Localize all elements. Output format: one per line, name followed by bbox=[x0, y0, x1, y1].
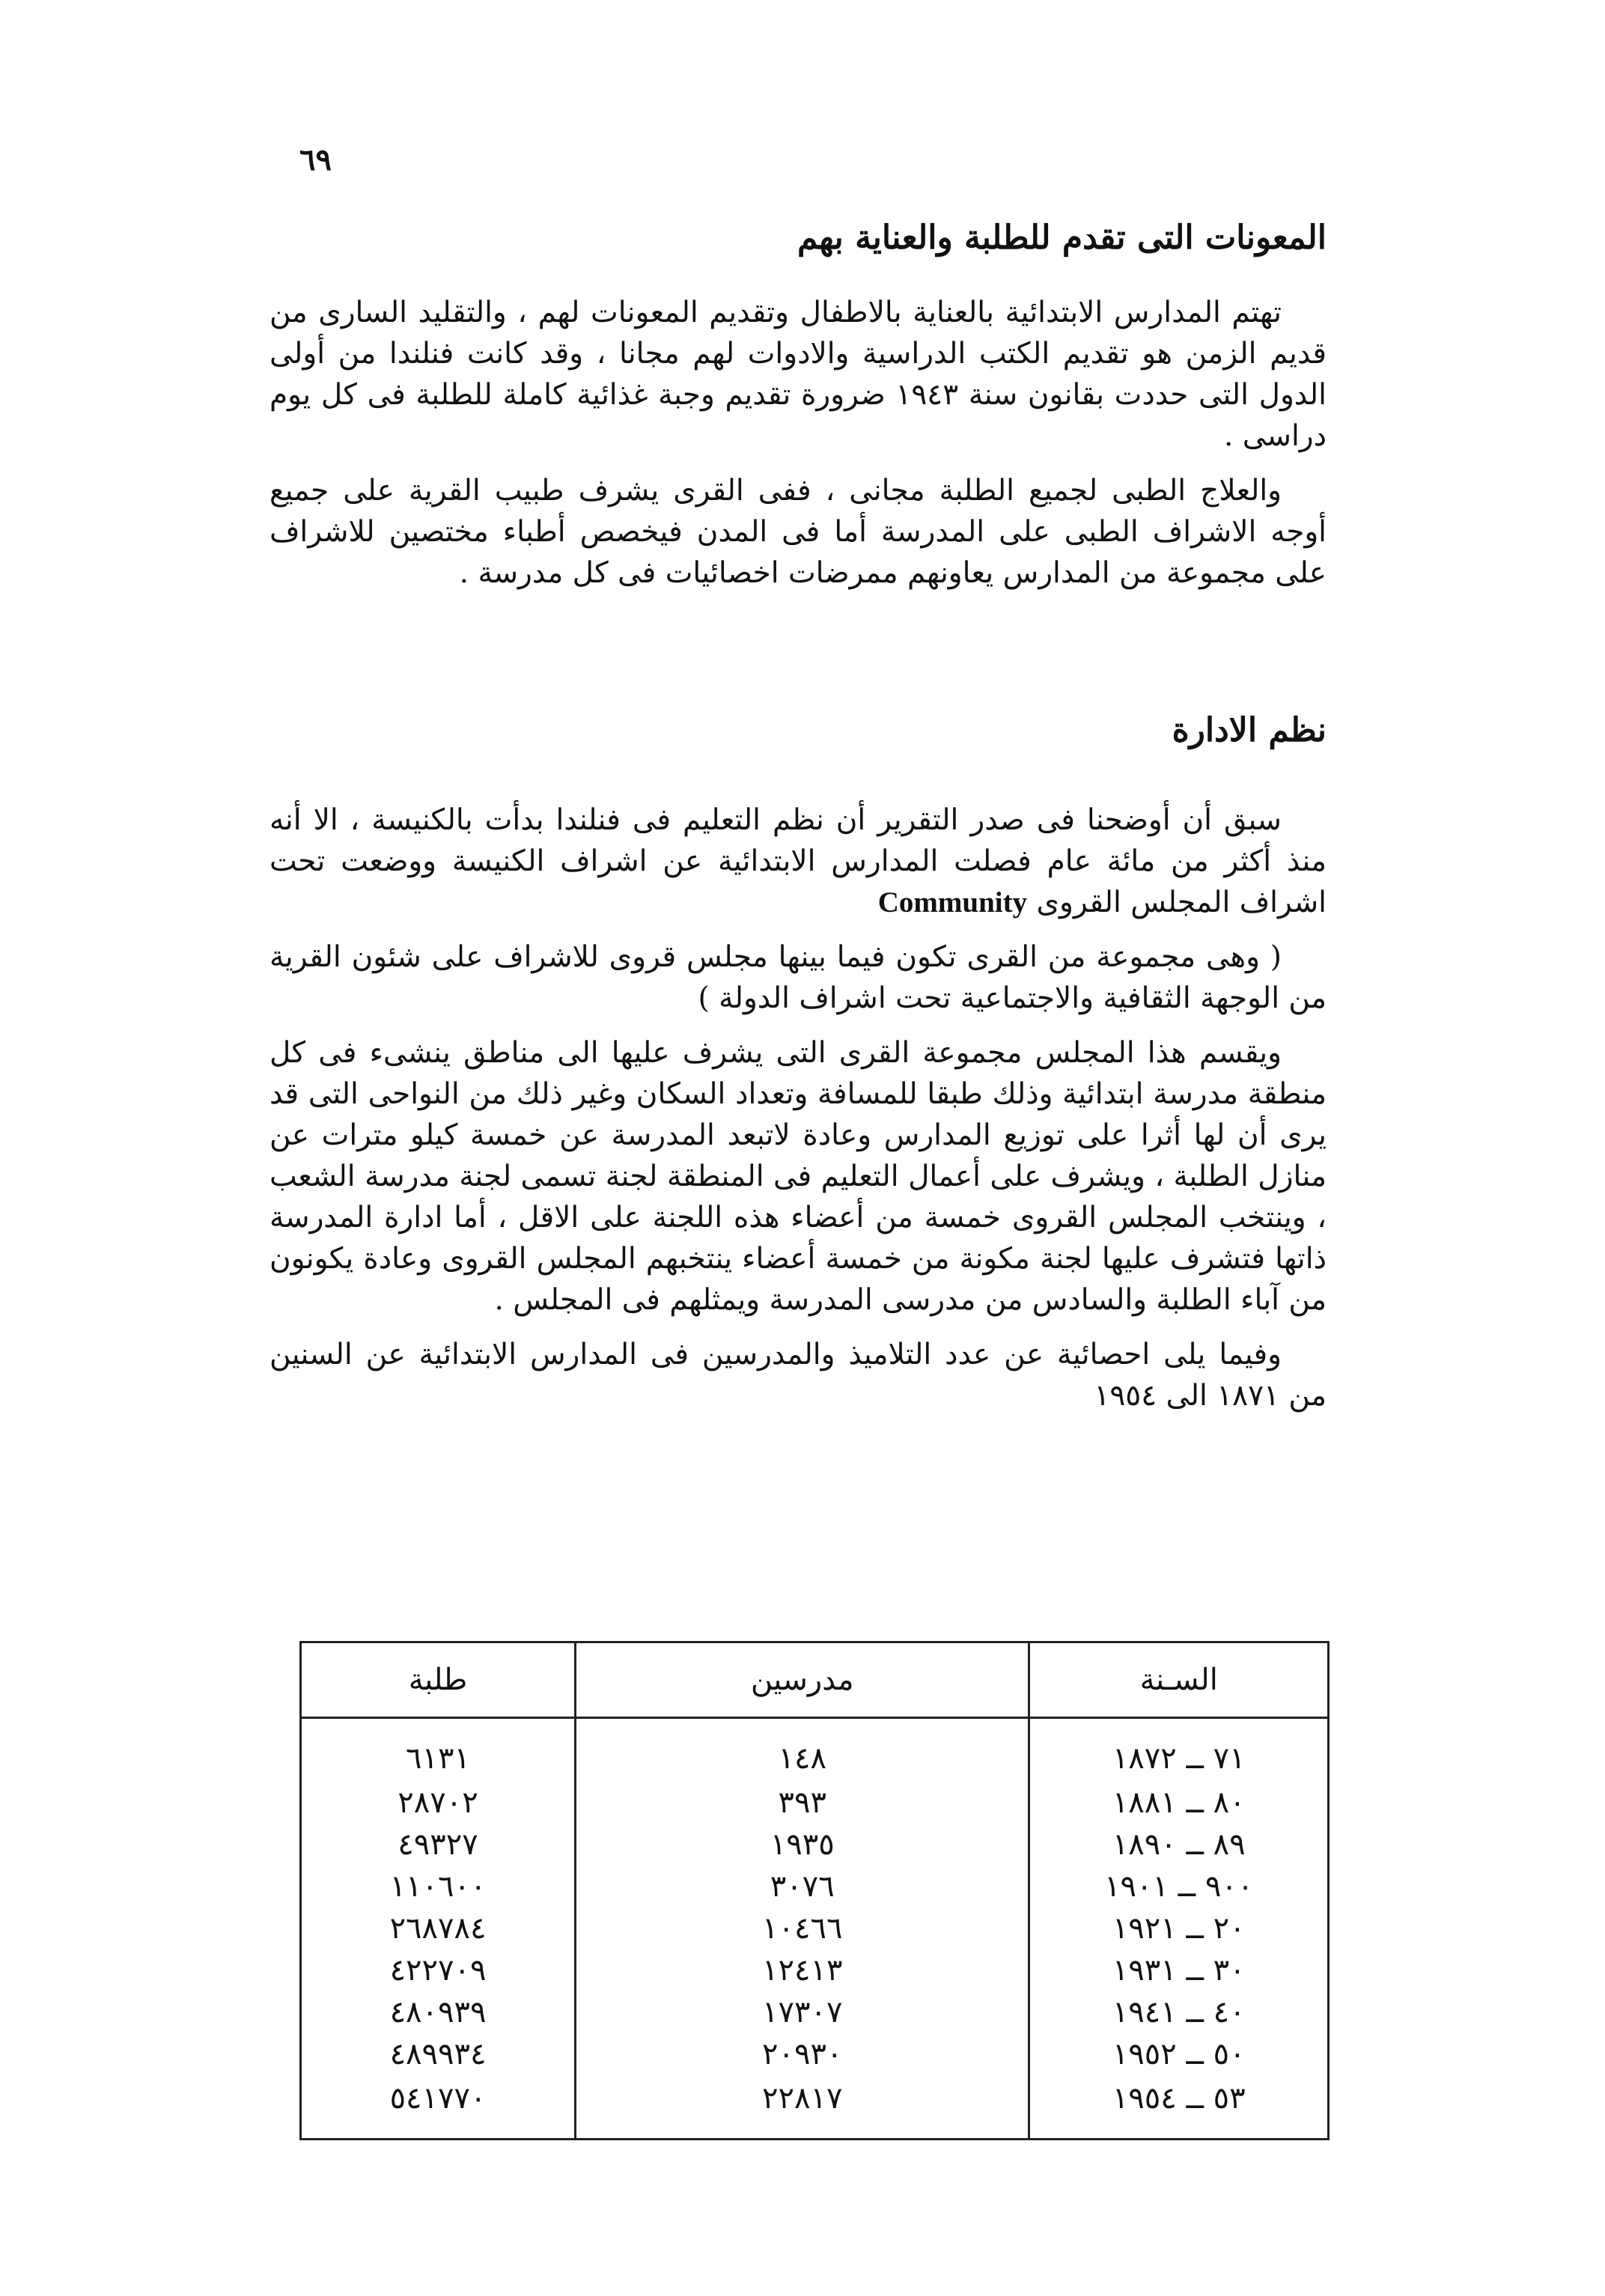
paragraph-aid-1: تهتم المدارس الابتدائية بالعناية بالاطفال وتقديم المعونات لهم ، والتقليد السارى من قديم الزمن هو تقديم الكتب الدراسية والادوات لهم مجانا ، وقد كانت فنلندا من أولى الدول التى حددت بقانون سنة ١٩٤٣ ضرورة تقديم وجبة غذائية كاملة للطلبة فى كل يوم دراسى . bbox=[269, 296, 1327, 453]
cell-teachers: ٢٠٩٣٠ bbox=[576, 2033, 1029, 2075]
cell-students: ٢٨٧٠٢ bbox=[301, 1782, 576, 1824]
cell-teachers: ١٢٤١٣ bbox=[576, 1949, 1029, 1991]
cell-year: ٥٣ ــ ١٩٥٤ bbox=[1112, 2081, 1246, 2116]
header-students: طلبة bbox=[301, 1642, 576, 1718]
table-row bbox=[301, 2075, 1329, 2140]
cell-students: ٥٤١٧٧٠ bbox=[301, 2075, 576, 2140]
cell-year: ٨٠ ــ ١٨٨١ bbox=[1112, 1785, 1246, 1820]
table-row bbox=[301, 1991, 1329, 2033]
cell-year: ٥٠ ــ ١٩٥٢ bbox=[1112, 2037, 1246, 2071]
cell-year: ٤٠ ــ ١٩٤١ bbox=[1112, 1995, 1246, 2029]
cell-teachers: ١٠٤٦٦ bbox=[576, 1907, 1029, 1949]
cell-students: ٦١٣١ bbox=[301, 1718, 576, 1782]
cell-teachers: ١٩٣٥ bbox=[576, 1824, 1029, 1866]
table-header-row bbox=[301, 1642, 1329, 1718]
table-row bbox=[301, 1907, 1329, 1949]
paragraph-admin-4: وفيما يلى احصائية عن عدد التلاميذ والمدرسين فى المدارس الابتدائية عن السنين من ١٨٧١ الى ١٩٥٤ bbox=[269, 1338, 1327, 1413]
table-row bbox=[301, 1718, 1329, 1782]
page-number: ٦٩ bbox=[299, 142, 332, 177]
cell-students: ٤٢٢٧٠٩ bbox=[301, 1949, 576, 1991]
section-heading-aid: المعونات التى تقدم للطلبة والعناية بهم bbox=[797, 219, 1327, 257]
cell-teachers: ٣٩٣ bbox=[576, 1782, 1029, 1824]
statistics-table bbox=[299, 1641, 1330, 2140]
section-heading-administration: نظم الادارة bbox=[1172, 711, 1327, 749]
cell-teachers: ٢٢٨١٧ bbox=[576, 2075, 1029, 2140]
section-administration-body bbox=[269, 800, 1327, 1416]
cell-year: ٢٠ ــ ١٩٢١ bbox=[1112, 1911, 1246, 1946]
cell-students: ٢٦٨٧٨٤ bbox=[301, 1907, 576, 1949]
cell-teachers: ١٤٨ bbox=[576, 1718, 1029, 1782]
cell-teachers: ٣٠٧٦ bbox=[576, 1866, 1029, 1907]
table-row bbox=[301, 2033, 1329, 2075]
cell-year: ٩٠٠ ــ ١٩٠١ bbox=[1104, 1869, 1254, 1904]
cell-students: ٤٨٩٩٣٤ bbox=[301, 2033, 576, 2075]
cell-teachers: ١٧٣٠٧ bbox=[576, 1991, 1029, 2033]
paragraph-admin-1 bbox=[269, 800, 1327, 923]
table-row bbox=[301, 1949, 1329, 1991]
cell-students: ٤٨٠٩٣٩ bbox=[301, 1991, 576, 2033]
cell-year: ٣٠ ــ ١٩٣١ bbox=[1112, 1953, 1246, 1988]
cell-year: ٨٩ ــ ١٨٩٠ bbox=[1112, 1827, 1246, 1862]
table-row bbox=[301, 1824, 1329, 1866]
community-term: Community bbox=[877, 886, 1028, 919]
paragraph-aid-2: والعلاج الطبى لجميع الطلبة مجانى ، ففى القرى يشرف طبيب القرية على جميع أوجه الاشراف الطبى على المدرسة أما فى المدن فيخصص أطباء مختصين للاشراف على مجموعة من المدارس يعاونهم ممرضات اخصائيات فى كل مدرسة . bbox=[269, 474, 1327, 590]
cell-students: ١١٠٦٠٠ bbox=[301, 1866, 576, 1907]
header-teachers: مدرسين bbox=[576, 1642, 1029, 1718]
paragraph-admin-2: ( وهى مجموعة من القرى تكون فيما بينها مجلس قروى للاشراف على شئون القرية من الوجهة الثقافية والاجتماعية تحت اشراف الدولة ) bbox=[269, 940, 1327, 1015]
header-year: السـنة bbox=[1029, 1642, 1329, 1718]
table-row bbox=[301, 1782, 1329, 1824]
paragraph-admin-3: ويقسم هذا المجلس مجموعة القرى التى يشرف عليها الى مناطق ينشىء فى كل منطقة مدرسة ابتدائية وذلك طبقا للمسافة وتعداد السكان وغير ذلك من النواحى التى قد يرى أن لها أثرا على توزيع المدارس وعادة لاتبعد المدرسة عن خمسة كيلو مترات عن منازل الطلبة ، ويشرف على أعمال التعليم فى المنطقة لجنة تسمى لجنة مدرسة الشعب ، وينتخب المجلس القروى خمسة من أعضاء هذه اللجنة على الاقل ، أما ادارة المدرسة ذاتها فتشرف عليها لجنة مكونة من خمسة أعضاء ينتخبهم المجلس القروى وعادة يكونون من آباء الطلبة والسادس من مدرسى المدرسة ويمثلهم فى المجلس . bbox=[269, 1036, 1327, 1317]
cell-students: ٤٩٣٢٧ bbox=[301, 1824, 576, 1866]
cell-year: ٧١ ــ ١٨٧٢ bbox=[1112, 1741, 1246, 1776]
paragraph-admin-1-text: سبق أن أوضحنا فى صدر التقرير أن نظم التعليم فى فنلندا بدأت بالكنيسة ، الا أنه منذ أكثر من مائة عام فصلت المدارس الابتدائية عن اشراف الكنيسة ووضعت تحت اشراف المجلس القروى bbox=[269, 803, 1327, 919]
table-row bbox=[301, 1866, 1329, 1907]
section-aid-body bbox=[269, 292, 1327, 594]
